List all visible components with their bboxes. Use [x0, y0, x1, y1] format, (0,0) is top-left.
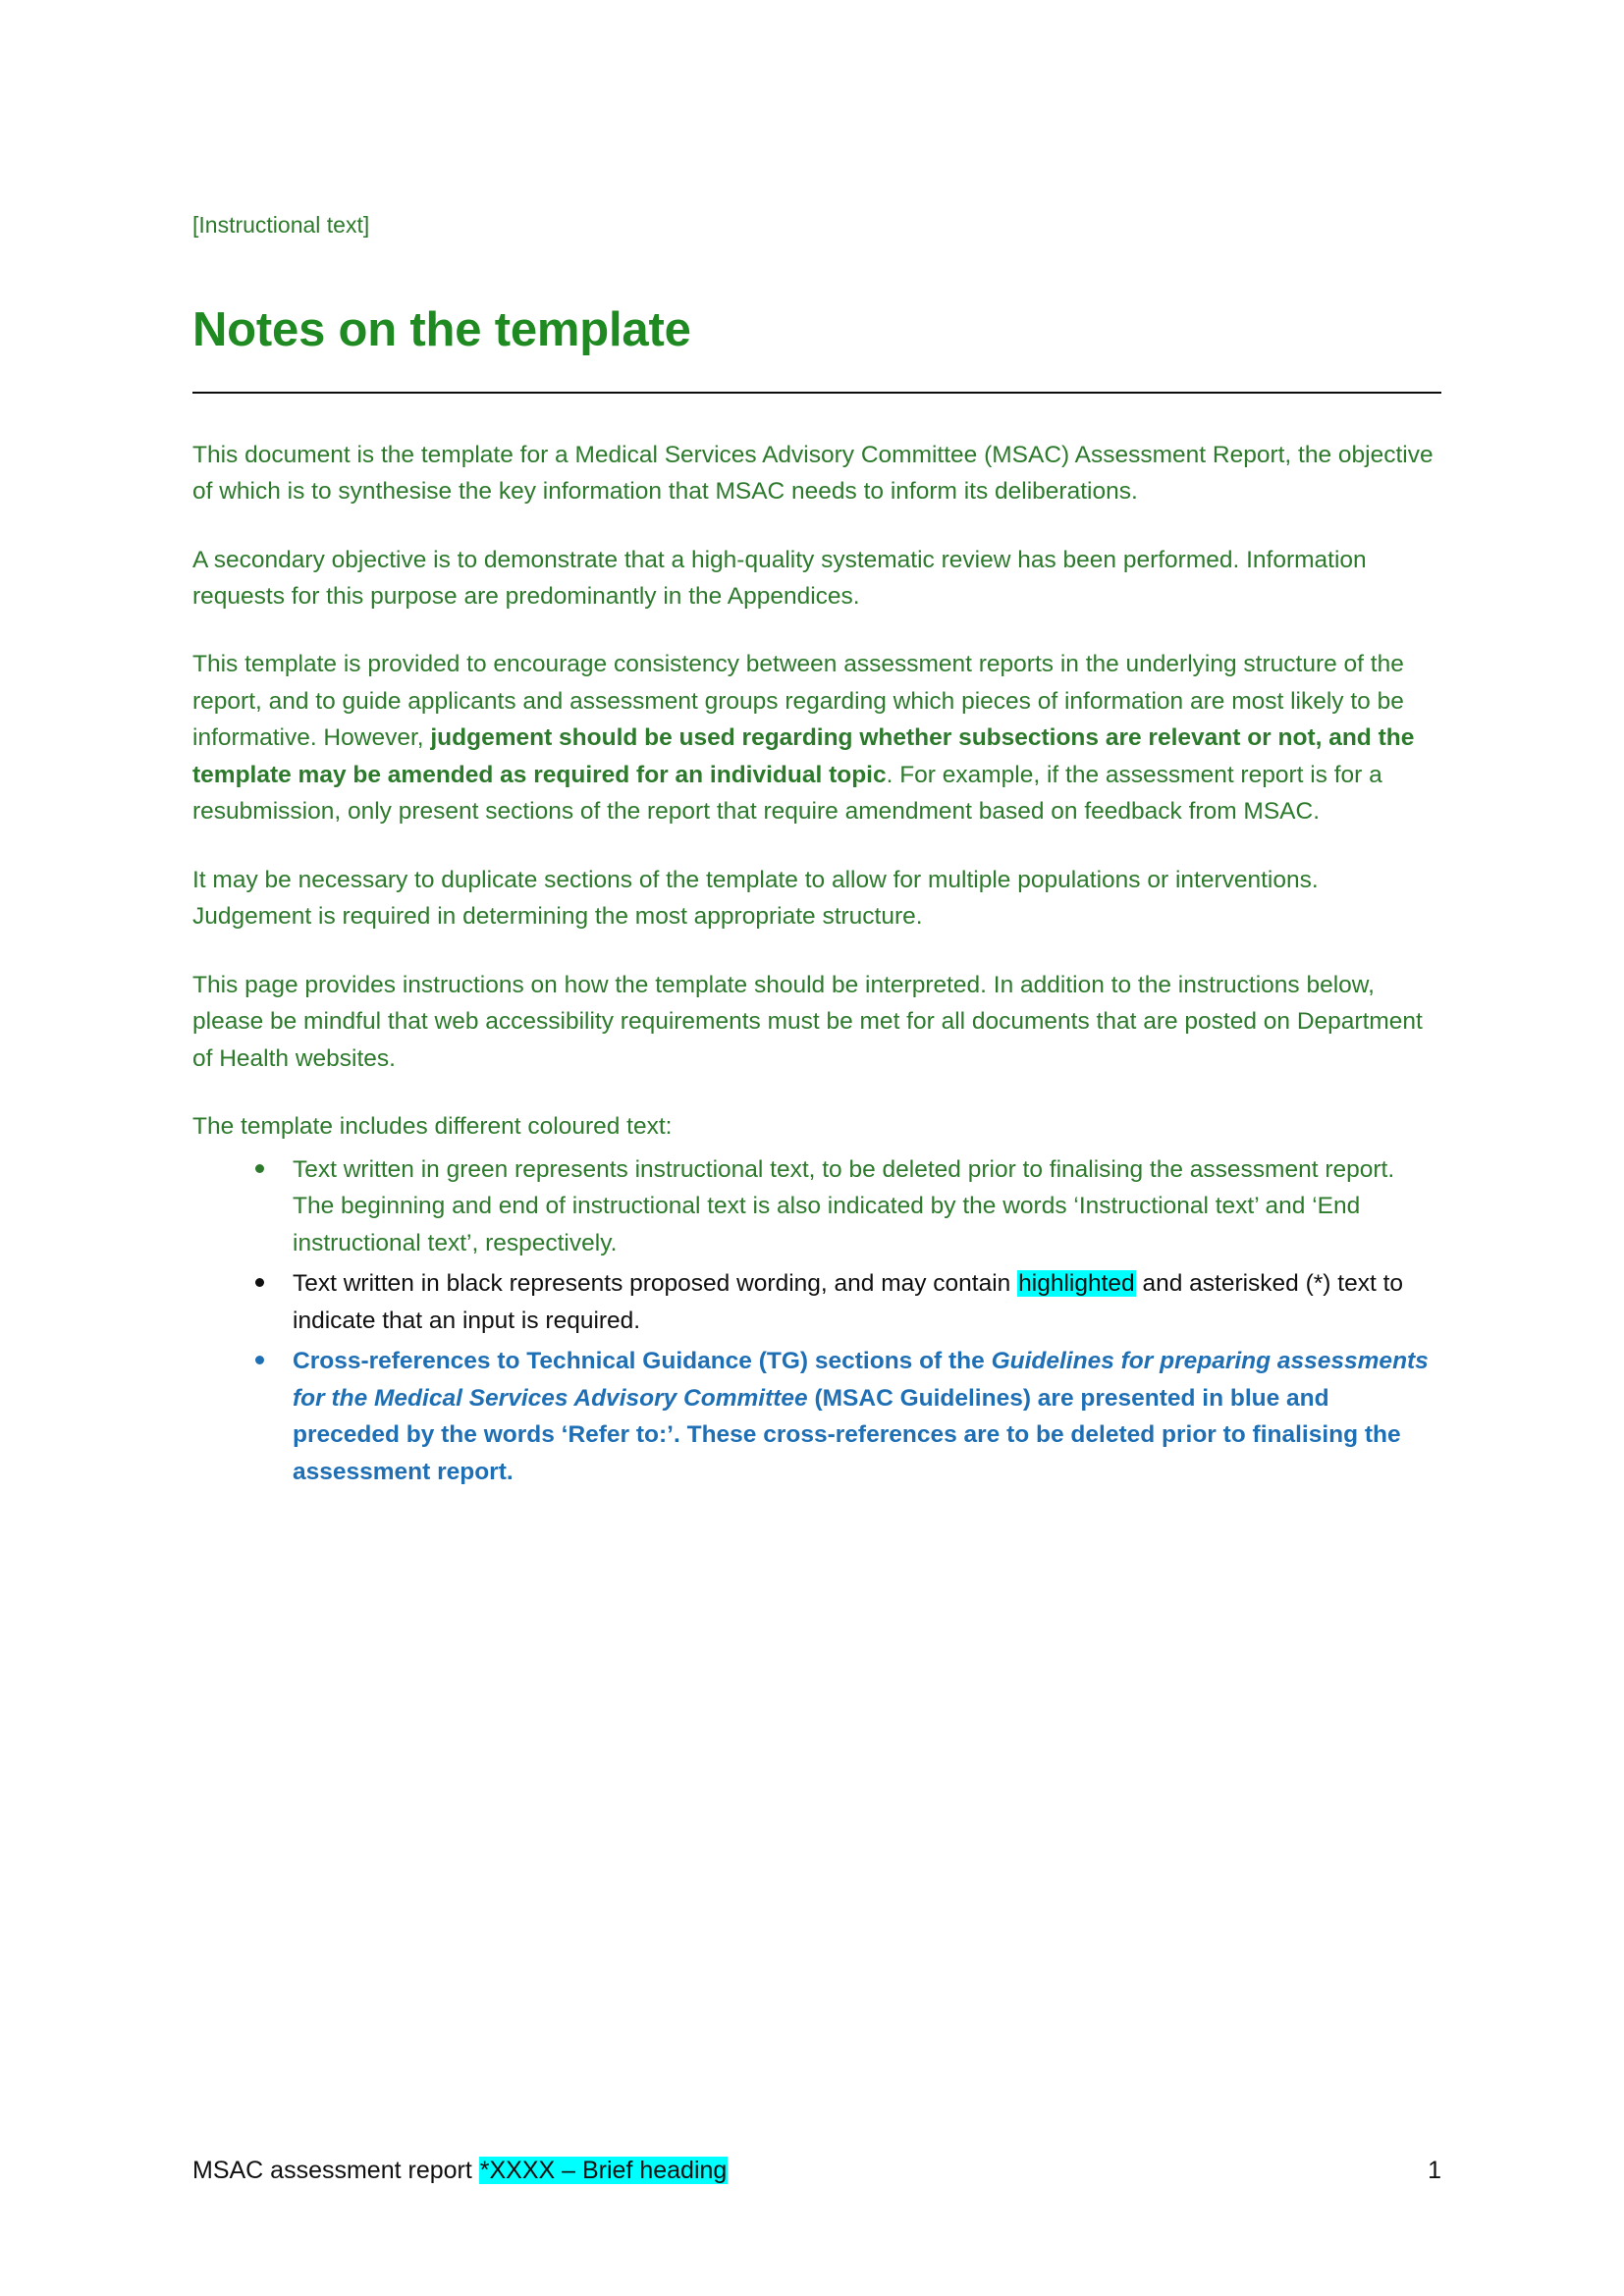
bullet-icon: [255, 1278, 264, 1287]
list-item-black-lead: Text written in black represents proposed wording, and may contain: [293, 1270, 1018, 1298]
list-item-blue-lead: Cross-references to Technical Guidance (TG) sections of the: [293, 1348, 992, 1375]
footer-report-label: [192, 2155, 728, 2187]
bullet-icon: [255, 1164, 264, 1173]
footer-report-text: MSAC assessment report: [192, 2157, 479, 2184]
paragraph-duplicate-sections: It may be necessary to duplicate sections of the template to allow for multiple populations or interventions. Judgement is required in determining the most appropriate structure.: [192, 866, 1319, 931]
paragraph-consistency: [192, 614, 1439, 829]
list-item-green-text: [192, 1151, 1439, 1261]
list-item-black-tail: and asterisked (*) text to indicate that an input is required.: [293, 1270, 1404, 1334]
list-item-black-text: [192, 1265, 1439, 1339]
highlighted-text: highlighted: [1018, 1270, 1135, 1298]
page-title: Notes on the template: [192, 302, 691, 356]
page-footer: [192, 2155, 1441, 2187]
coloured-text-list: [192, 1151, 1439, 1490]
instructional-text-marker: [Instructional text]: [192, 212, 370, 238]
footer-page-number: 1: [1428, 2157, 1441, 2184]
paragraph-consistency-tail: . For example, if the assessment report is for a resubmission, only present sections of the report that require amendment based on feedback from MSAC.: [192, 761, 1382, 826]
paragraph-accessibility: This page provides instructions on how the template should be interpreted. In addition to the instructions below, please be mindful that web accessibility requirements must be met for all documents that are posted on Department of Health websites.: [192, 971, 1423, 1072]
list-item-blue-cross-reference: [192, 1343, 1439, 1490]
bullet-icon: [255, 1356, 264, 1364]
list-item-blue-tail: (MSAC Guidelines) are presented in blue and preceded by the words ‘Refer to:’. These cross-references are to be deleted prior to finalising the assessment report.: [293, 1384, 1401, 1485]
page-content: [192, 0, 1439, 1490]
list-item-green-label: Text written in green represents instructional text, to be deleted prior to finalising the assessment report. The beginning and end of instructional text is also indicated by the words ‘Instructional text’ and ‘End instructional text’, respectively.: [293, 1155, 1395, 1256]
guidelines-title: Guidelines for preparing assessments for the Medical Services Advisory Committee: [293, 1348, 1429, 1412]
paragraph-coloured-text-intro: The template includes different coloured text:: [192, 1113, 673, 1141]
paragraph-intro: This document is the template for a Medical Services Advisory Committee (MSAC) Assessment Report, the objective of which is to synthesise the key information that MSAC needs to inform its deliberations.: [192, 441, 1434, 506]
footer-highlighted-heading: *XXXX – Brief heading: [479, 2157, 728, 2184]
paragraph-consistency-lead: This template is provided to encourage consistency between assessment reports in the underlying structure of the report, and to guide applicants and assessment groups regarding which pieces of information are most likely to be informative. However,: [192, 651, 1404, 752]
paragraph-consistency-emphasis: judgement should be used regarding whether subsections are relevant or not, and the template may be amended as required for an individual topic: [192, 724, 1415, 788]
paragraph-secondary-objective: A secondary objective is to demonstrate that a high-quality systematic review has been performed. Information requests for this purpose are predominantly in the Appendices.: [192, 546, 1367, 610]
